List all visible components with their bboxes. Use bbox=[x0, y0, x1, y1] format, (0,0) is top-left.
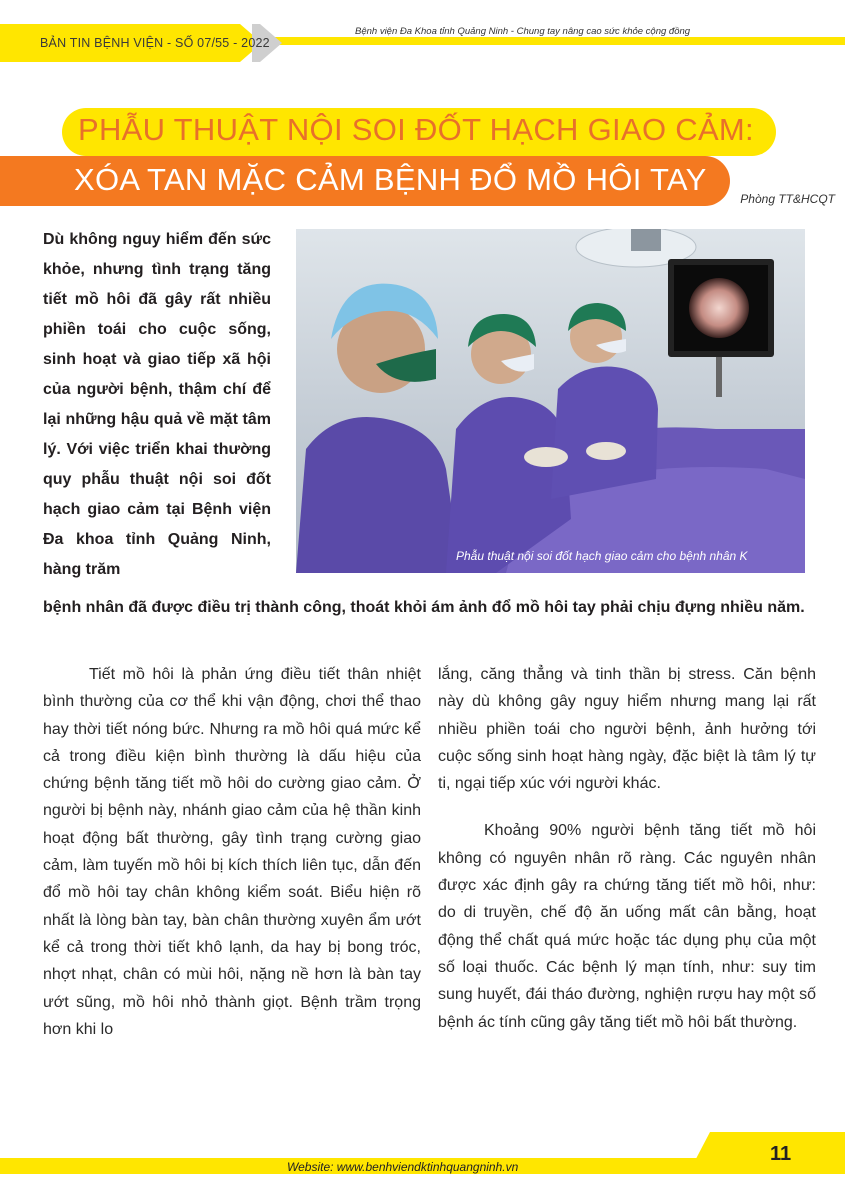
photo-caption: Phẫu thuật nội soi đốt hạch giao cảm cho bệnh nhân K bbox=[456, 549, 748, 563]
article-title-line1: PHẪU THUẬT NỘI SOI ĐỐT HẠCH GIAO CẢM: bbox=[78, 112, 754, 147]
intro-lead: Dù không nguy hiểm đến sức khỏe, nhưng tình trạng tăng tiết mồ hôi đã gây rất nhiều phiền toái cho cuộc sống, sinh hoạt và giao tiếp xã hội của người bệnh, thậm chí để lại những hậu quả về mặt tâm lý. Với việc triển khai thường quy phẫu thuật nội soi đốt hạch giao cảm tại Bệnh viện Đa khoa tỉnh Quảng Ninh, hàng trăm bbox=[43, 231, 271, 578]
surgery-photo bbox=[296, 229, 805, 573]
surgery-photo-illustration bbox=[296, 229, 805, 573]
hospital-tagline: Bệnh viện Đa Khoa tỉnh Quảng Ninh - Chung tay nâng cao sức khỏe cộng đồng bbox=[355, 26, 691, 37]
page-number: 11 bbox=[770, 1143, 792, 1165]
body-paragraph: Khoảng 90% người bệnh tăng tiết mồ hôi không có nguyên nhân rõ ràng. Các nguyên nhân được xác định gây ra chứng tăng tiết mồ hôi, như: do di truyền, chế độ ăn uống mất cân bằng, hoạt động thể chất quá mức hoặc tác dụng phụ của một số loại thuốc. Các bệnh lý mạn tính, như: suy tim sung huyết, đái tháo đường, nghiện rượu hay một số bệnh ác tính cũng gây tăng tiết mồ hôi bất thường. bbox=[438, 822, 816, 1031]
footer-website: Website: www.benhviendktinhquangninh.vn bbox=[287, 1160, 519, 1174]
footer-page-tab bbox=[688, 1132, 845, 1174]
body-column-right bbox=[438, 661, 816, 1036]
body-paragraph: Tiết mồ hôi là phản ứng điều tiết thân nhiệt bình thường của cơ thể khi vận động, chơi thể thao hay thời tiết nóng bức. Nhưng ra mồ hôi quá mức kể cả trong điều kiện bình thường là dấu hiệu của chứng bệnh tăng tiết mồ hôi do cường giao cảm. Ở người bị bệnh này, nhánh giao cảm của hệ thần kinh hoạt động bất thường, gây tình trạng cường giao cảm, làm tuyến mồ hôi bị kích thích liên tục, dẫn đến đổ mồ hôi tay chân không kiểm soát. Biểu hiện rõ nhất là lòng bàn tay, bàn chân thường xuyên ẩm ướt kể cả trong thời tiết khô lạnh, da hay bị bong tróc, nhợt nhạt, chân có mùi hôi, nặng nề hơn là bàn tay ướt sũng, mồ hôi nhỏ thành giọt. Bệnh trầm trọng hơn khi lo bbox=[43, 666, 421, 1038]
article-author: Phòng TT&HCQT bbox=[740, 192, 835, 206]
header-rule bbox=[255, 37, 845, 45]
article-title-line2: XÓA TAN MẶC CẢM BỆNH ĐỔ MỒ HÔI TAY bbox=[74, 162, 707, 197]
intro-lead-continued: bệnh nhân đã được điều trị thành công, thoát khỏi ám ảnh đổ mồ hôi tay phải chịu đựng nhiều năm. bbox=[43, 599, 805, 616]
newsletter-issue: BẢN TIN BỆNH VIỆN - SỐ 07/55 - 2022 bbox=[40, 36, 270, 50]
body-column-left bbox=[43, 661, 421, 1043]
body-paragraph-continued: lắng, căng thẳng và tinh thần bị stress. Căn bệnh này dù không gây nguy hiểm nhưng mang lại rất nhiều phiền toái cho người bệnh, ảnh hưởng tới cuộc sống sinh hoạt hàng ngày, đặc biệt là tâm lý tự ti, ngại tiếp xúc với người khác. bbox=[438, 666, 816, 793]
